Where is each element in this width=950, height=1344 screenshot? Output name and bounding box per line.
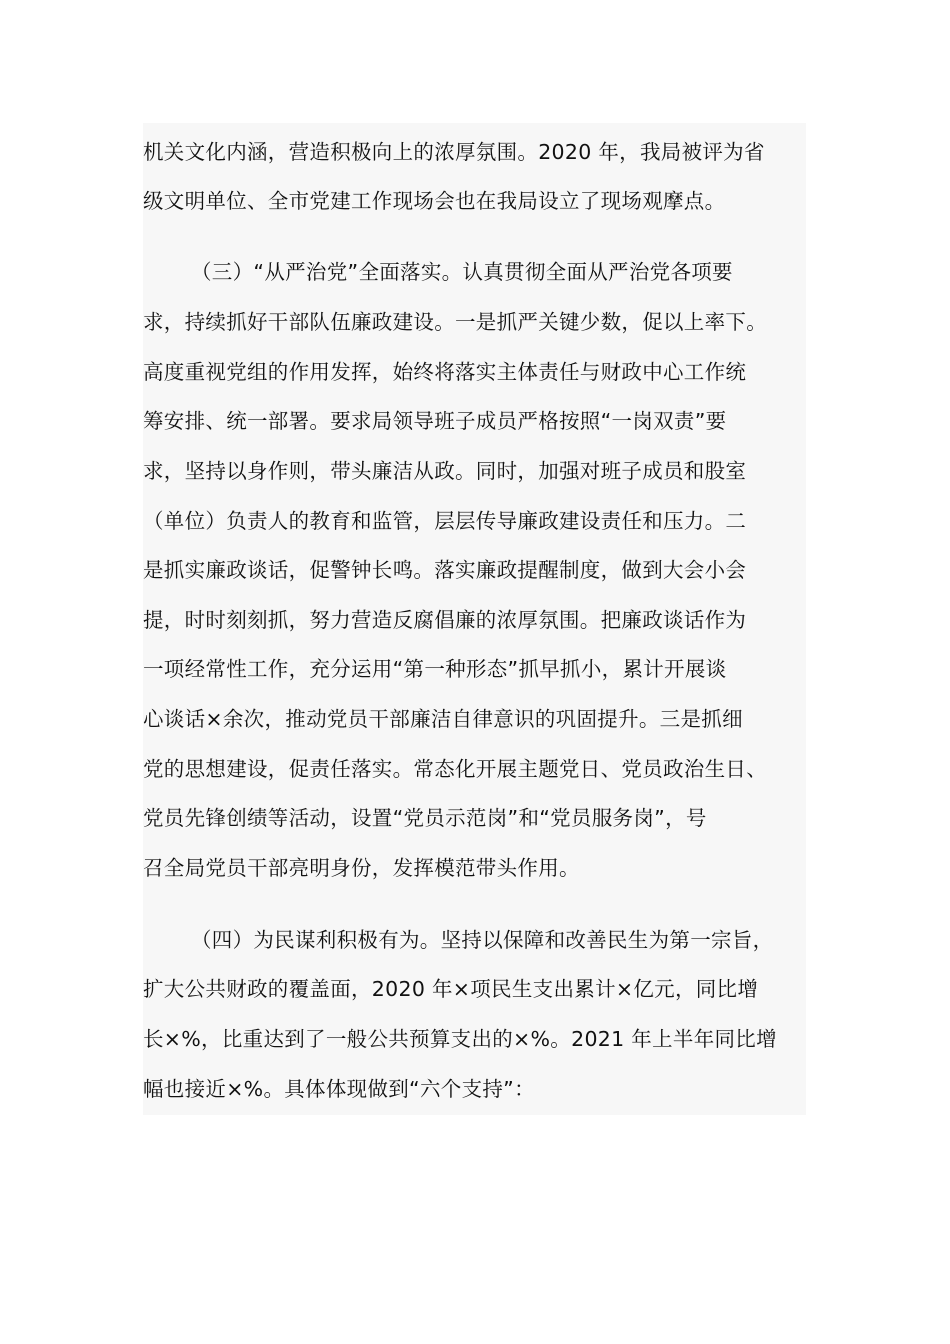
text-line: 提，时时刻刻抓，努力营造反腐倡廉的浓厚氛围。把廉政谈话作为: [143, 608, 747, 632]
text-line: 党的思想建设，促责任落实。常态化开展主题党日、党员政治生日、: [143, 757, 767, 781]
text-line: 扩大公共财政的覆盖面，2020 年×项民生支出累计×亿元，同比增: [143, 977, 759, 1001]
section-heading-3: （三）“从严治党”全面落实。认真贯彻全面从严治党各项要: [191, 260, 733, 284]
section-heading-4: （四）为民谋利积极有为。坚持以保障和改善民生为第一宗旨，: [191, 928, 774, 952]
text-line: 召全局党员干部亮明身份，发挥模范带头作用。: [143, 856, 580, 880]
text-line: 一项经常性工作，充分运用“第一种形态”抓早抓小，累计开展谈: [143, 657, 727, 681]
text-line: 是抓实廉政谈话，促警钟长鸣。落实廉政提醒制度，做到大会小会: [143, 558, 747, 582]
text-line: 筹安排、统一部署。要求局领导班子成员严格按照“一岗双责”要: [143, 409, 727, 433]
text-line: 机关文化内涵，营造积极向上的浓厚氛围。2020 年，我局被评为省: [143, 140, 765, 164]
text-line: 求，坚持以身作则，带头廉洁从政。同时，加强对班子成员和股室: [143, 459, 747, 483]
text-line: 级文明单位、全市党建工作现场会也在我局设立了现场观摩点。: [143, 189, 726, 213]
document-page: [143, 123, 806, 1115]
text-line: 幅也接近×%。具体体现做到“六个支持”：: [143, 1077, 535, 1101]
text-line: 求，持续抓好干部队伍廉政建设。一是抓严关键少数，促以上率下。: [143, 310, 767, 334]
text-line: 高度重视党组的作用发挥，始终将落实主体责任与财政中心工作统: [143, 360, 747, 384]
text-line: 长×%，比重达到了一般公共预算支出的×%。2021 年上半年同比增: [143, 1027, 777, 1051]
text-line: 党员先锋创绩等活动，设置“党员示范岗”和“党员服务岗”，号: [143, 806, 707, 830]
text-line: 心谈话×余次，推动党员干部廉洁自律意识的巩固提升。三是抓细: [143, 707, 743, 731]
text-line: （单位）负责人的教育和监管，层层传导廉政建设责任和压力。二: [143, 509, 747, 533]
